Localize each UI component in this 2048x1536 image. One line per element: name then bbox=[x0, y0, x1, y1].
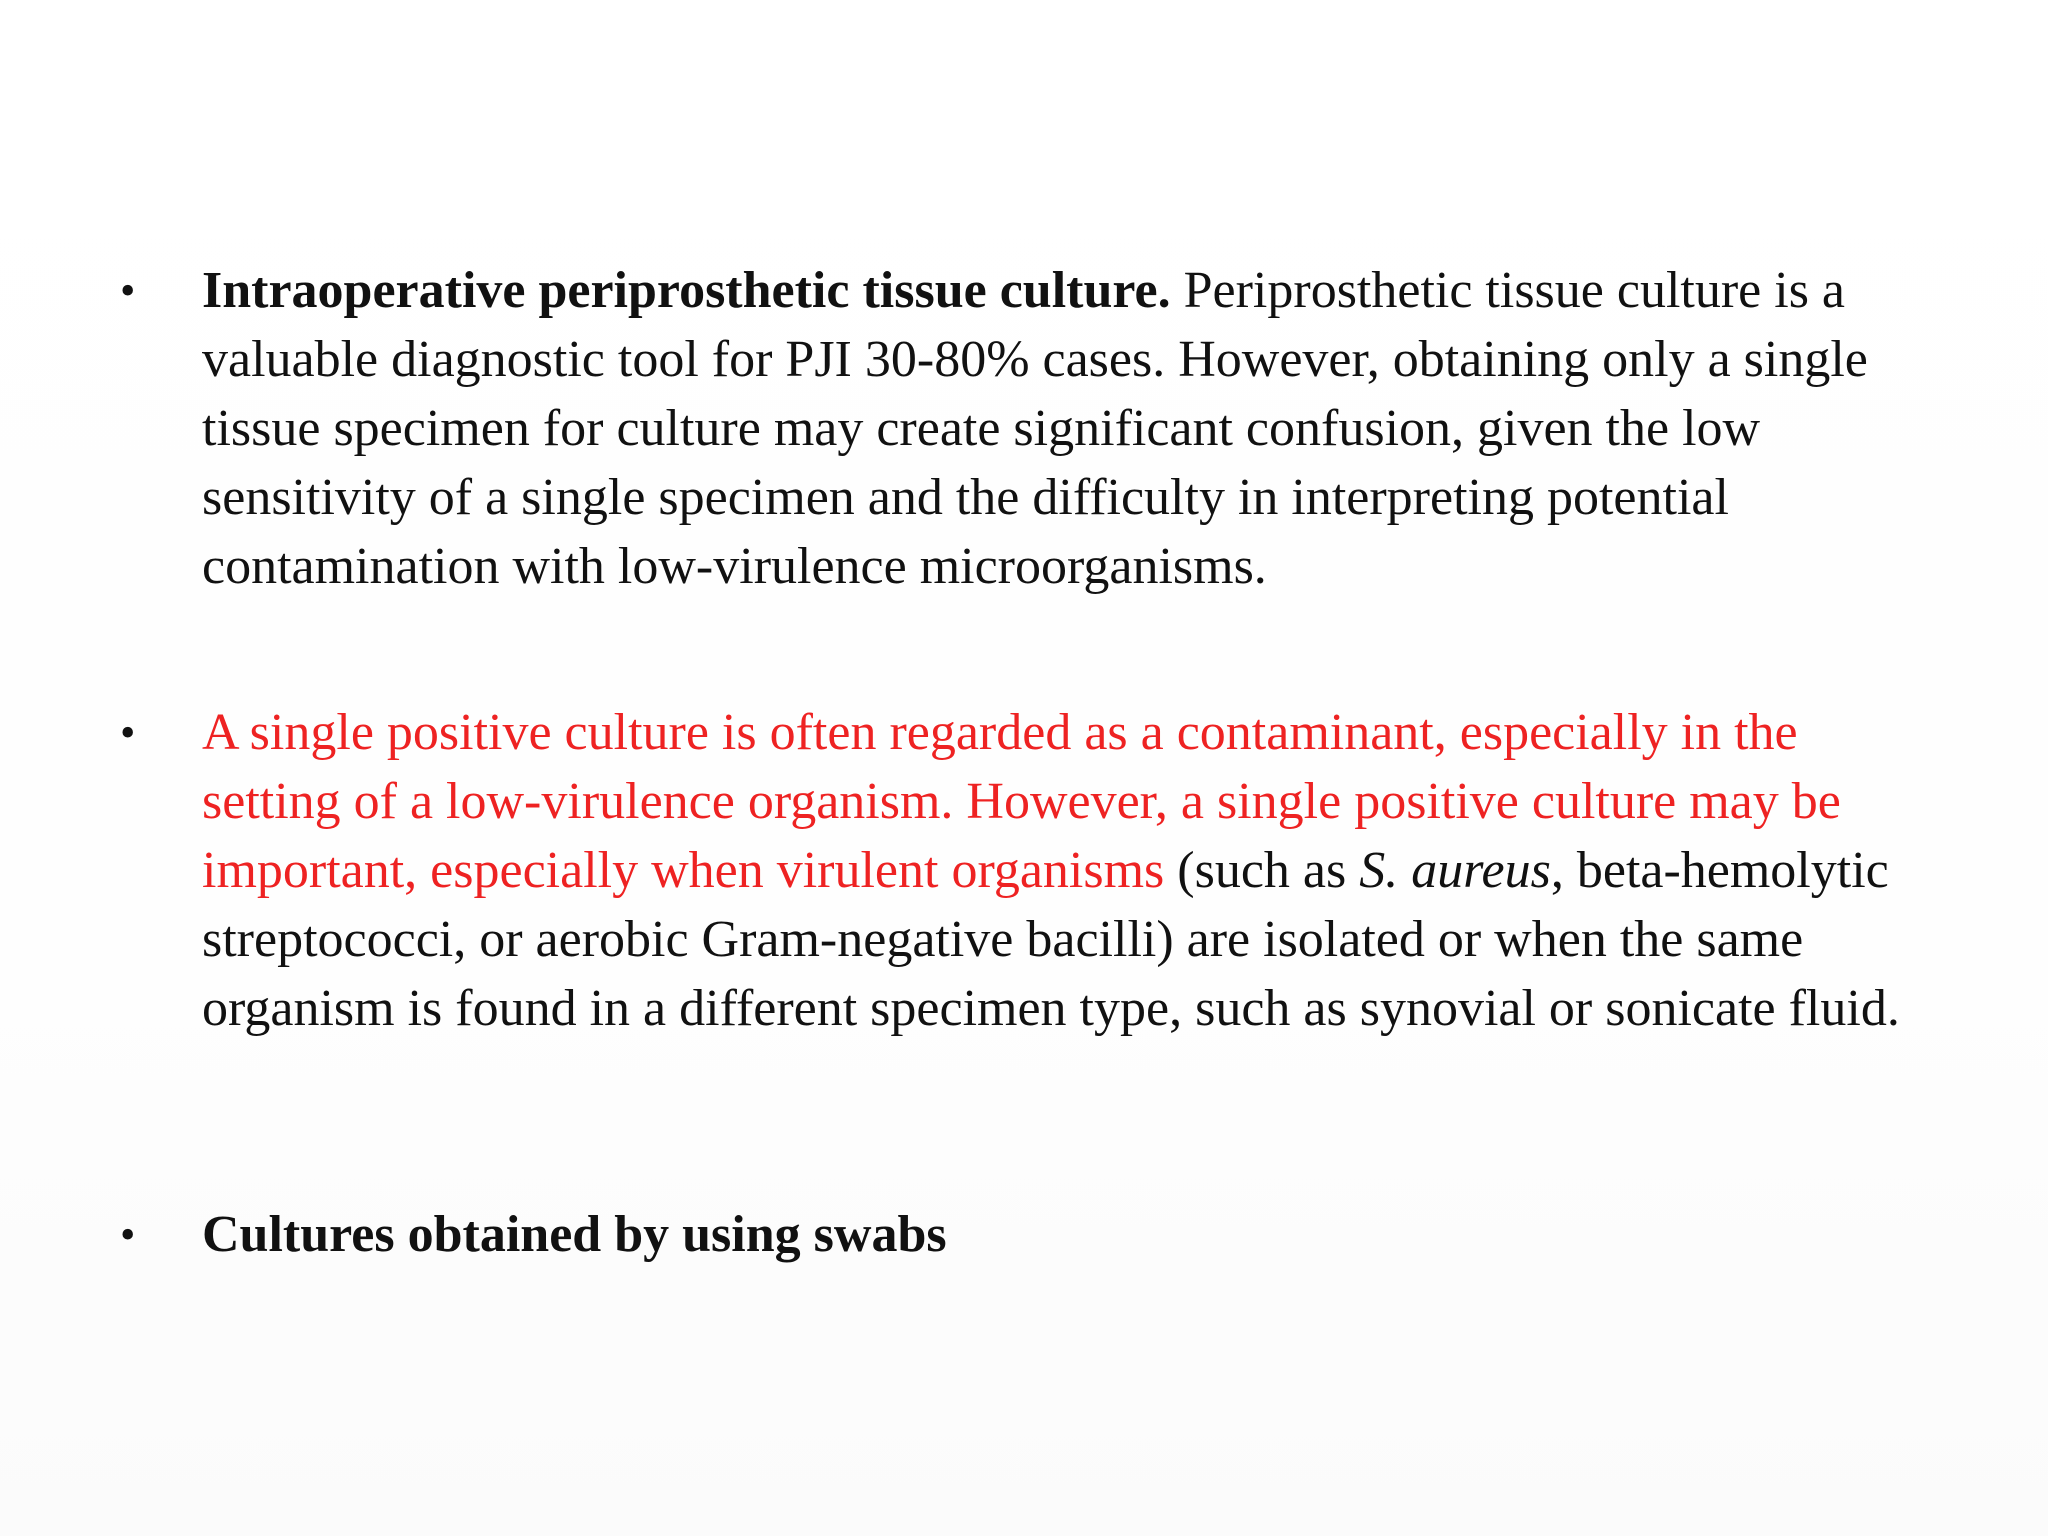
bullet-marker: • bbox=[120, 266, 136, 315]
bullet-body-pre: (such as bbox=[1164, 842, 1360, 899]
bullet-single-positive-culture bbox=[120, 698, 1940, 1043]
bullet-text bbox=[202, 1200, 1940, 1269]
bullet-text bbox=[202, 698, 1940, 1043]
highlighted-text: A single positive culture is often regarded as a contaminant, especially in the setting of a low-virulence organism. However, a single positive culture may be important, especially when virulent organisms bbox=[202, 704, 1841, 899]
bullet-heading: Cultures obtained by using swabs bbox=[202, 1206, 947, 1263]
bullet-tissue-culture bbox=[120, 256, 1940, 601]
bullet-text bbox=[202, 256, 1940, 601]
organism-name: S. aureus bbox=[1359, 842, 1551, 899]
bullet-marker: • bbox=[120, 708, 136, 757]
bullet-marker: • bbox=[120, 1210, 136, 1259]
bullet-heading: Intraoperative periprosthetic tissue culture. bbox=[202, 262, 1171, 319]
bullet-swab-cultures bbox=[120, 1200, 1940, 1270]
bullet-body-post: , beta-hemolytic streptococci, or aerobic Gram-negative bacilli) are isolated or when the same organism is found in a different specimen type, such as synovial or sonicate fluid. bbox=[202, 842, 1900, 1037]
bullet-body: Periprosthetic tissue culture is a valuable diagnostic tool for PJI 30-80% cases. However, obtaining only a single tissue specimen for culture may create significant confusion, given the low sensitivity of a single specimen and the difficulty in interpreting potential contamination with low-virulence microorganisms. bbox=[202, 262, 1868, 595]
